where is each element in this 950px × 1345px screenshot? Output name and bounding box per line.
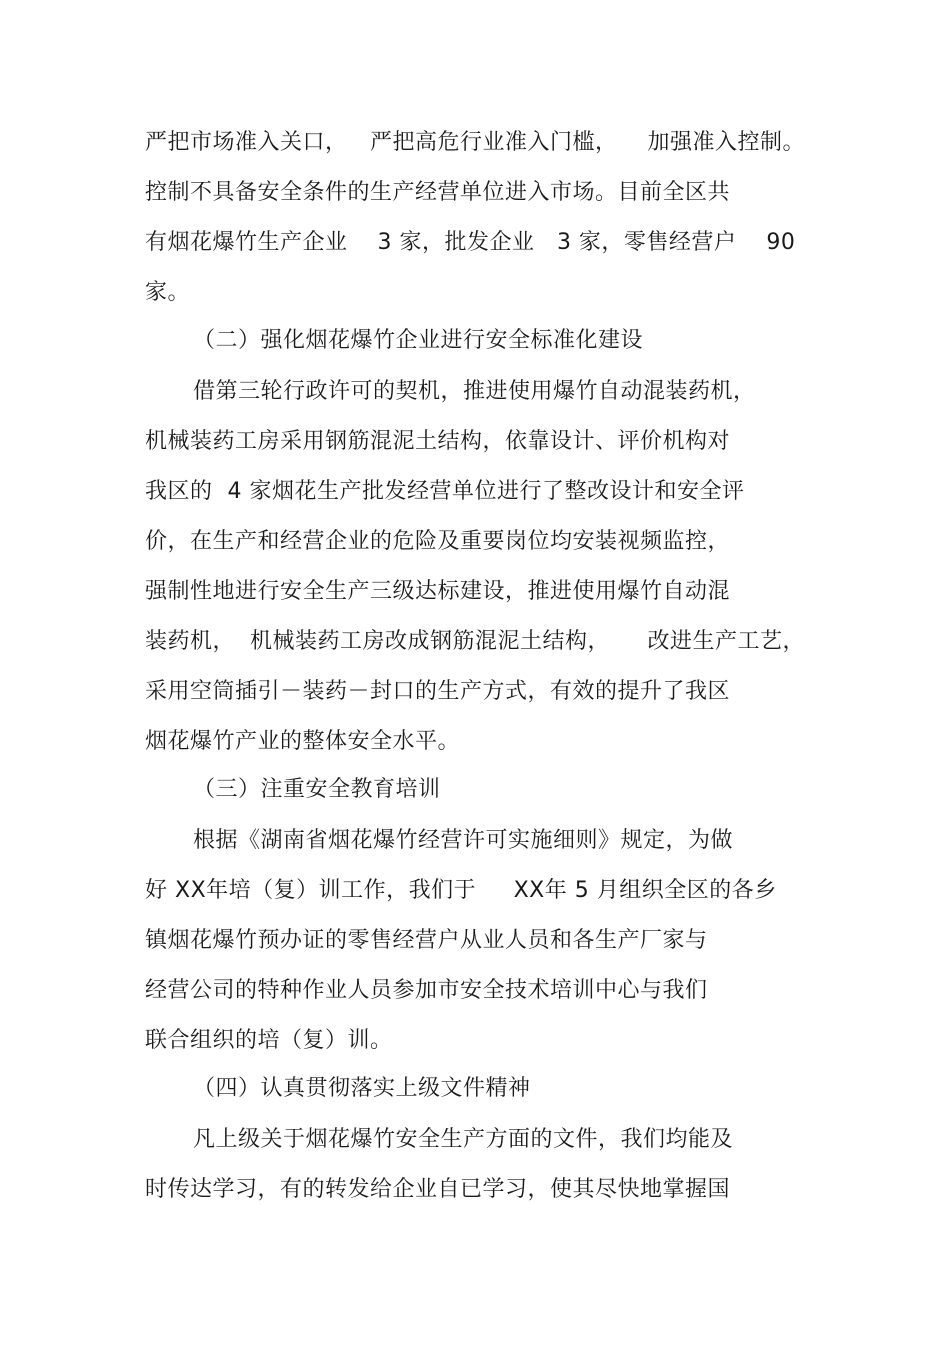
paragraph-line: 镇烟花爆竹预办证的零售经营户从业人员和各生产厂家与	[145, 928, 708, 953]
paragraph-line: 我区的 4 家烟花生产批发经营单位进行了整改设计和安全评	[145, 479, 745, 504]
paragraph-line: 强制性地进行安全生产三级达标建设，推进使用爆竹自动混	[145, 579, 731, 604]
paragraph-line: 采用空筒插引－装药－封口的生产方式，有效的提升了我区	[145, 679, 731, 704]
paragraph-line: 有烟花爆竹生产企业 3 家，批发企业 3 家，零售经营户 90	[145, 230, 796, 255]
paragraph-line: 价，在生产和经营企业的危险及重要岗位均安装视频监控，	[145, 529, 731, 554]
paragraph-line: 联合组织的培（复）训。	[145, 1028, 393, 1053]
section-heading: （三）注重安全教育培训	[193, 777, 441, 802]
paragraph-line: 凡上级关于烟花爆竹安全生产方面的文件，我们均能及	[193, 1127, 734, 1152]
section-heading: （四）认真贯彻落实上级文件精神	[193, 1076, 531, 1101]
paragraph-line: 借第三轮行政许可的契机，推进使用爆竹自动混装药机，	[193, 379, 756, 404]
section-heading: （二）强化烟花爆竹企业进行安全标准化建设	[193, 328, 644, 353]
paragraph-line: 时传达学习，有的转发给企业自已学习，使其尽快地掌握国	[145, 1177, 731, 1202]
paragraph-line: 机械装药工房采用钢筋混泥土结构，依靠设计、评价机构对	[145, 429, 731, 454]
paragraph-line: 经营公司的特种作业人员参加市安全技术培训中心与我们	[145, 978, 708, 1003]
paragraph-line: 烟花爆竹产业的整体安全水平。	[145, 729, 461, 754]
paragraph-line: 根据《湖南省烟花爆竹经营许可实施细则》规定，为做	[193, 828, 734, 853]
paragraph-line: 严把市场准入关口， 严把高危行业准入门槛， 加强准入控制。	[145, 130, 805, 155]
paragraph-line: 控制不具备安全条件的生产经营单位进入市场。目前全区共	[145, 180, 731, 205]
paragraph-line: 好 XX年培（复）训工作，我们于 XX年 5 月组织全区的各乡	[145, 878, 777, 903]
paragraph-line: 家。	[145, 280, 191, 305]
paragraph-line: 装药机， 机械装药工房改成钢筋混泥土结构， 改进生产工艺，	[145, 629, 805, 654]
